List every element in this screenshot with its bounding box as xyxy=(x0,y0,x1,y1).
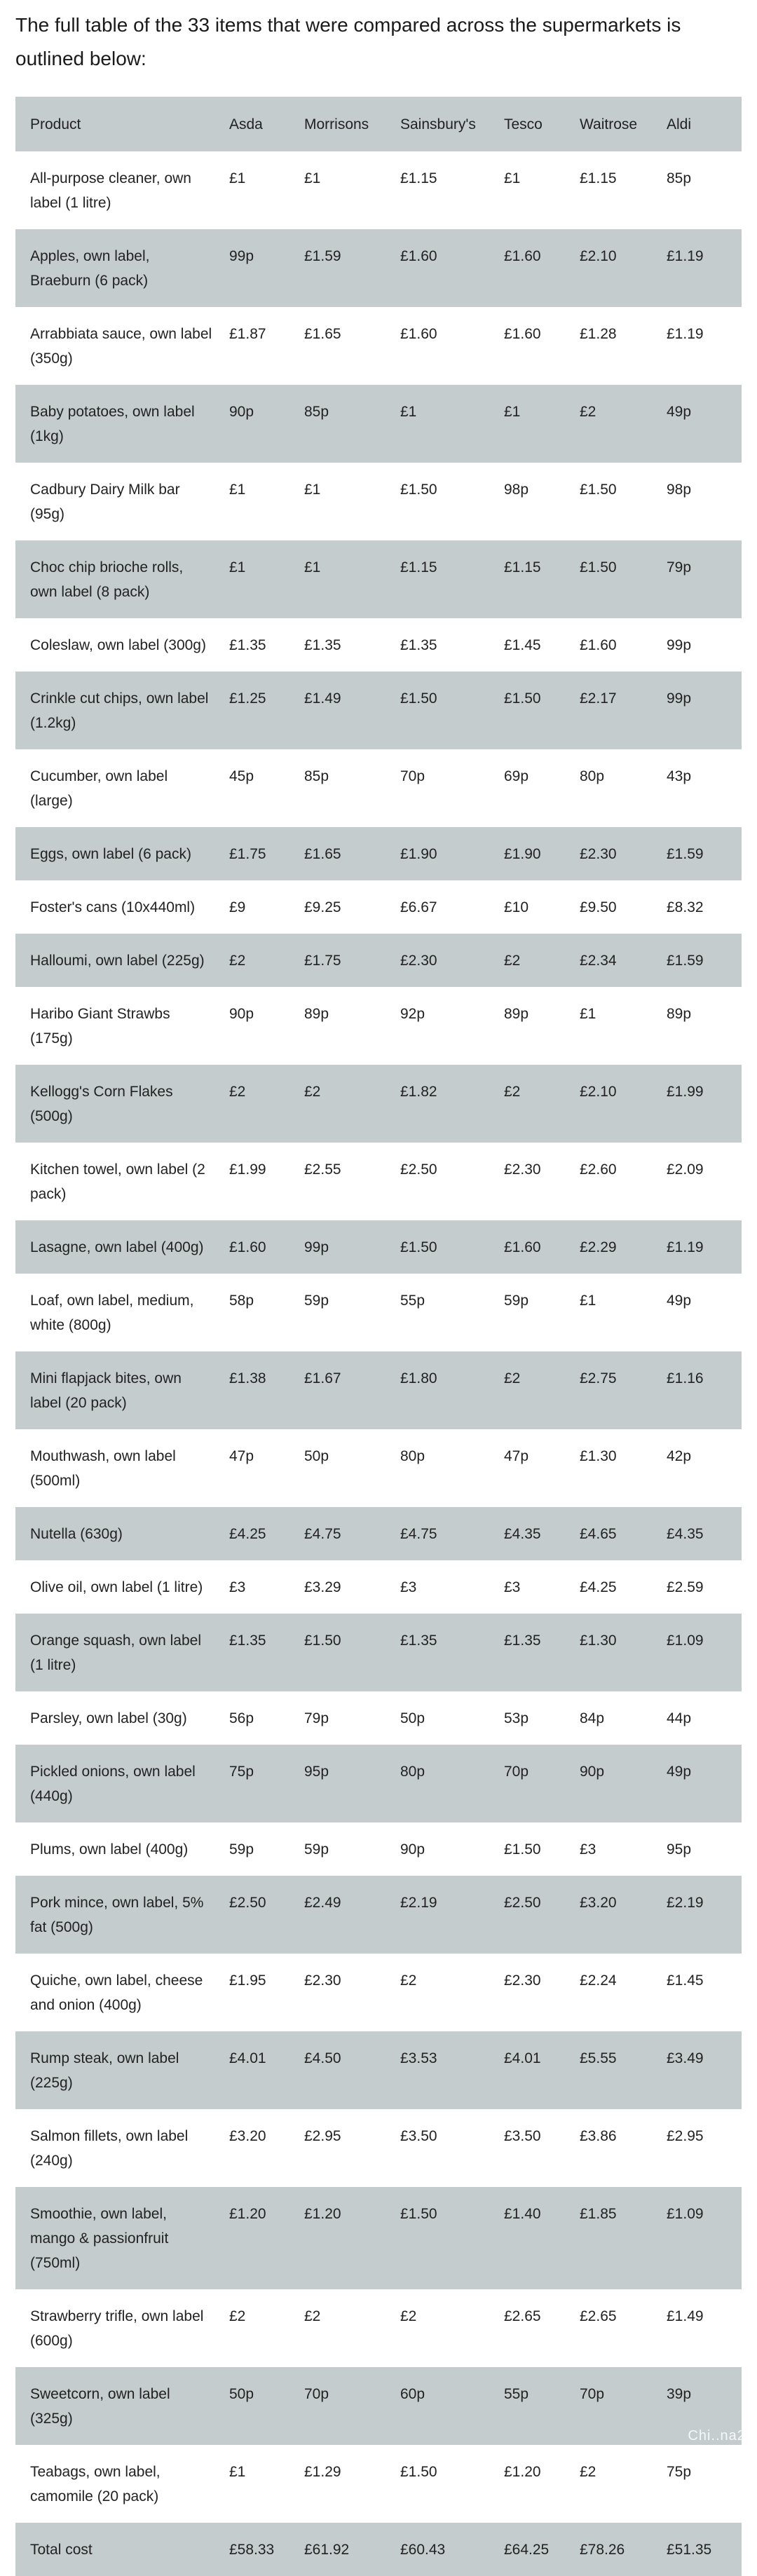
cell-morrisons: £1 xyxy=(304,482,321,498)
cell-asda: £1.35 xyxy=(229,637,266,653)
cell-aldi: £1.49 xyxy=(667,2308,704,2324)
cell-tesco: £1.40 xyxy=(504,2206,541,2222)
cell-asda: £58.33 xyxy=(229,2542,275,2558)
cell-asda: 47p xyxy=(229,1448,254,1464)
table-row xyxy=(15,987,742,1065)
price-comparison-table-container xyxy=(15,97,742,2576)
table-row xyxy=(15,229,742,307)
cell-sainsburys: £1.80 xyxy=(400,1370,437,1386)
header-asda: Asda xyxy=(229,116,263,132)
table-row xyxy=(15,385,742,463)
cell-aldi: 49p xyxy=(667,404,692,420)
table-row xyxy=(15,1351,742,1429)
cell-sainsburys: £1.50 xyxy=(400,2206,437,2222)
table-row xyxy=(15,1065,742,1143)
cell-aldi: 79p xyxy=(667,559,692,575)
cell-asda: £1.35 xyxy=(229,1633,266,1649)
cell-sainsburys: 80p xyxy=(400,1448,425,1464)
table-row xyxy=(15,2367,742,2445)
header-waitrose: Waitrose xyxy=(580,116,638,132)
cell-morrisons: 89p xyxy=(304,1006,329,1022)
table-row xyxy=(15,1507,742,1560)
cell-morrisons: £1.59 xyxy=(304,248,341,264)
table-row xyxy=(15,1274,742,1351)
cell-morrisons: £1 xyxy=(304,559,321,575)
cell-tesco: £1.45 xyxy=(504,637,541,653)
cell-sainsburys: £1.50 xyxy=(400,2464,437,2480)
cell-asda: £4.01 xyxy=(229,2050,266,2066)
cell-tesco: 59p xyxy=(504,1293,529,1309)
cell-asda: £1 xyxy=(229,559,246,575)
cell-sainsburys: 55p xyxy=(400,1293,425,1309)
cell-tesco: £1.20 xyxy=(504,2464,541,2480)
cell-product: Smoothie, own label, mango & passionfruit (750ml) xyxy=(30,2206,169,2271)
watermark: Chi..na2u xyxy=(688,2428,754,2444)
cell-waitrose: £2.17 xyxy=(580,690,617,707)
cell-waitrose: £1.28 xyxy=(580,326,617,342)
cell-tesco: £1.35 xyxy=(504,1633,541,1649)
cell-product: Strawberry trifle, own label (600g) xyxy=(30,2308,204,2349)
cell-morrisons: £2.95 xyxy=(304,2128,341,2144)
cell-sainsburys: £1.60 xyxy=(400,248,437,264)
intro-paragraph: The full table of the 33 items that were compared across the supermarkets is outlined below: xyxy=(15,14,681,69)
cell-aldi: £1.19 xyxy=(667,248,704,264)
header-aldi: Aldi xyxy=(667,116,692,132)
cell-waitrose: £2.75 xyxy=(580,1370,617,1386)
header-sainsburys: Sainsbury's xyxy=(400,116,476,132)
cell-aldi: £1.16 xyxy=(667,1370,704,1386)
cell-waitrose: £1.50 xyxy=(580,482,617,498)
cell-sainsburys: £1.35 xyxy=(400,637,437,653)
cell-sainsburys: 70p xyxy=(400,768,425,784)
cell-waitrose: £2.10 xyxy=(580,248,617,264)
cell-sainsburys: £2.30 xyxy=(400,953,437,969)
cell-tesco: 47p xyxy=(504,1448,529,1464)
cell-tesco: 89p xyxy=(504,1006,529,1022)
cell-aldi: £1.45 xyxy=(667,1972,704,1989)
table-header-row xyxy=(15,97,742,151)
cell-asda: 45p xyxy=(229,768,254,784)
cell-product: Haribo Giant Strawbs (175g) xyxy=(30,1006,170,1047)
cell-aldi: £1.19 xyxy=(667,1239,704,1255)
cell-aldi: £2.19 xyxy=(667,1895,704,1911)
cell-aldi: £51.35 xyxy=(667,2542,712,2558)
cell-product: Pork mince, own label, 5% fat (500g) xyxy=(30,1895,204,1935)
cell-tesco: £1.60 xyxy=(504,326,541,342)
cell-morrisons: £4.75 xyxy=(304,1526,341,1542)
cell-asda: 56p xyxy=(229,1710,254,1726)
table-row xyxy=(15,749,742,827)
cell-morrisons: £4.50 xyxy=(304,2050,341,2066)
cell-waitrose: £3.20 xyxy=(580,1895,617,1911)
total-row xyxy=(15,2523,742,2576)
cell-product: Crinkle cut chips, own label (1.2kg) xyxy=(30,690,209,731)
table-row xyxy=(15,1954,742,2031)
cell-asda: £1.99 xyxy=(229,1161,266,1178)
cell-product: Total cost xyxy=(30,2542,93,2558)
cell-tesco: £1.60 xyxy=(504,1239,541,1255)
cell-sainsburys: £2.19 xyxy=(400,1895,437,1911)
cell-sainsburys: £1.90 xyxy=(400,846,437,862)
cell-sainsburys: £1.15 xyxy=(400,170,437,186)
cell-aldi: £1.09 xyxy=(667,2206,704,2222)
table-row xyxy=(15,618,742,672)
cell-waitrose: £1.30 xyxy=(580,1448,617,1464)
table-row xyxy=(15,2109,742,2187)
cell-sainsburys: £1 xyxy=(400,404,417,420)
price-comparison-table xyxy=(15,97,742,2576)
cell-tesco: £1.60 xyxy=(504,248,541,264)
cell-asda: £1.25 xyxy=(229,690,266,707)
cell-waitrose: £4.65 xyxy=(580,1526,617,1542)
cell-product: Baby potatoes, own label (1kg) xyxy=(30,404,195,444)
cell-product: Kellogg's Corn Flakes (500g) xyxy=(30,1084,173,1124)
cell-aldi: £1.59 xyxy=(667,846,704,862)
cell-sainsburys: £3 xyxy=(400,1579,417,1595)
cell-tesco: £2.65 xyxy=(504,2308,541,2324)
cell-sainsburys: £3.53 xyxy=(400,2050,437,2066)
cell-aldi: £2.09 xyxy=(667,1161,704,1178)
cell-morrisons: 59p xyxy=(304,1841,329,1858)
cell-product: Quiche, own label, cheese and onion (400g) xyxy=(30,1972,203,2013)
cell-tesco: 98p xyxy=(504,482,529,498)
cell-product: Lasagne, own label (400g) xyxy=(30,1239,204,1255)
cell-asda: £2 xyxy=(229,2308,246,2324)
cell-sainsburys: £1.50 xyxy=(400,1239,437,1255)
cell-asda: £1 xyxy=(229,482,246,498)
cell-tesco: £2.30 xyxy=(504,1972,541,1989)
table-row xyxy=(15,1560,742,1614)
cell-tesco: £4.35 xyxy=(504,1526,541,1542)
cell-sainsburys: £1.35 xyxy=(400,1633,437,1649)
cell-tesco: £2.50 xyxy=(504,1895,541,1911)
cell-product: All-purpose cleaner, own label (1 litre) xyxy=(30,170,191,211)
cell-asda: £1.20 xyxy=(229,2206,266,2222)
cell-tesco: £2.30 xyxy=(504,1161,541,1178)
cell-asda: £2 xyxy=(229,1084,246,1100)
cell-aldi: 99p xyxy=(667,690,692,707)
cell-waitrose: £1 xyxy=(580,1293,596,1309)
cell-product: Mini flapjack bites, own label (20 pack) xyxy=(30,1370,182,1411)
cell-asda: 99p xyxy=(229,248,254,264)
cell-product: Choc chip brioche rolls, own label (8 pack) xyxy=(30,559,184,600)
cell-sainsburys: 80p xyxy=(400,1764,425,1780)
cell-waitrose: £1.50 xyxy=(580,559,617,575)
cell-sainsburys: £1.50 xyxy=(400,690,437,707)
cell-aldi: 49p xyxy=(667,1293,692,1309)
cell-product: Apples, own label, Braeburn (6 pack) xyxy=(30,248,150,289)
cell-waitrose: £1.15 xyxy=(580,170,617,186)
cell-morrisons: 95p xyxy=(304,1764,329,1780)
cell-sainsburys: £6.67 xyxy=(400,899,437,915)
table-row xyxy=(15,672,742,749)
cell-waitrose: £3 xyxy=(580,1841,596,1858)
cell-asda: £3.20 xyxy=(229,2128,266,2144)
cell-tesco: 69p xyxy=(504,768,529,784)
cell-tesco: £1.90 xyxy=(504,846,541,862)
table-row xyxy=(15,827,742,880)
cell-aldi: 49p xyxy=(667,1764,692,1780)
cell-morrisons: £1.65 xyxy=(304,846,341,862)
cell-product: Mouthwash, own label (500ml) xyxy=(30,1448,176,1489)
cell-morrisons: 59p xyxy=(304,1293,329,1309)
cell-waitrose: £2.24 xyxy=(580,1972,617,1989)
cell-product: Foster's cans (10x440ml) xyxy=(30,899,196,915)
cell-product: Salmon fillets, own label (240g) xyxy=(30,2128,189,2169)
cell-aldi: £4.35 xyxy=(667,1526,704,1542)
header-product: Product xyxy=(30,116,81,132)
cell-morrisons: 50p xyxy=(304,1448,329,1464)
cell-waitrose: £1 xyxy=(580,1006,596,1022)
table-row xyxy=(15,540,742,618)
cell-morrisons: 70p xyxy=(304,2386,329,2402)
cell-waitrose: 70p xyxy=(580,2386,605,2402)
cell-morrisons: £1.50 xyxy=(304,1633,341,1649)
cell-tesco: 55p xyxy=(504,2386,529,2402)
cell-tesco: £64.25 xyxy=(504,2542,550,2558)
cell-aldi: £3.49 xyxy=(667,2050,704,2066)
cell-morrisons: £1 xyxy=(304,170,321,186)
cell-waitrose: £1.30 xyxy=(580,1633,617,1649)
table-row xyxy=(15,2289,742,2367)
cell-asda: £1.75 xyxy=(229,846,266,862)
cell-aldi: 89p xyxy=(667,1006,692,1022)
cell-aldi: 85p xyxy=(667,170,692,186)
cell-sainsburys: 92p xyxy=(400,1006,425,1022)
cell-aldi: 98p xyxy=(667,482,692,498)
cell-morrisons: 85p xyxy=(304,404,329,420)
cell-sainsburys: £1.82 xyxy=(400,1084,437,1100)
cell-asda: £1 xyxy=(229,170,246,186)
table-row xyxy=(15,1220,742,1274)
table-row xyxy=(15,307,742,385)
cell-waitrose: £3.86 xyxy=(580,2128,617,2144)
cell-waitrose: £2.60 xyxy=(580,1161,617,1178)
header-tesco: Tesco xyxy=(504,116,543,132)
cell-asda: 90p xyxy=(229,404,254,420)
cell-waitrose: £2.65 xyxy=(580,2308,617,2324)
cell-product: Pickled onions, own label (440g) xyxy=(30,1764,196,1804)
cell-sainsburys: £1.50 xyxy=(400,482,437,498)
table-row xyxy=(15,1614,742,1691)
cell-sainsburys: 90p xyxy=(400,1841,425,1858)
cell-sainsburys: £2.50 xyxy=(400,1161,437,1178)
cell-waitrose: 90p xyxy=(580,1764,605,1780)
cell-asda: 58p xyxy=(229,1293,254,1309)
cell-waitrose: £4.25 xyxy=(580,1579,617,1595)
cell-aldi: 39p xyxy=(667,2386,692,2402)
cell-morrisons: £1.65 xyxy=(304,326,341,342)
header-morrisons: Morrisons xyxy=(304,116,369,132)
cell-waitrose: £1.60 xyxy=(580,637,617,653)
cell-waitrose: £2.30 xyxy=(580,846,617,862)
table-row xyxy=(15,1876,742,1954)
cell-product: Arrabbiata sauce, own label (350g) xyxy=(30,326,212,367)
cell-tesco: £2 xyxy=(504,1370,521,1386)
cell-asda: £9 xyxy=(229,899,246,915)
cell-morrisons: £1.35 xyxy=(304,637,341,653)
cell-aldi: £2.59 xyxy=(667,1579,704,1595)
cell-asda: 90p xyxy=(229,1006,254,1022)
cell-product: Cadbury Dairy Milk bar (95g) xyxy=(30,482,180,522)
cell-asda: £1 xyxy=(229,2464,246,2480)
cell-product: Plums, own label (400g) xyxy=(30,1841,189,1858)
cell-aldi: 43p xyxy=(667,768,692,784)
table-row xyxy=(15,1691,742,1745)
cell-morrisons: £1.29 xyxy=(304,2464,341,2480)
table-row xyxy=(15,1429,742,1507)
table-body xyxy=(15,151,742,2576)
table-row xyxy=(15,2445,742,2523)
cell-product: Nutella (630g) xyxy=(30,1526,123,1542)
cell-aldi: 75p xyxy=(667,2464,692,2480)
cell-sainsburys: £1.15 xyxy=(400,559,437,575)
cell-product: Sweetcorn, own label (325g) xyxy=(30,2386,170,2427)
cell-product: Teabags, own label, camomile (20 pack) xyxy=(30,2464,161,2505)
cell-tesco: £3.50 xyxy=(504,2128,541,2144)
cell-aldi: £1.99 xyxy=(667,1084,704,1100)
cell-asda: £1.87 xyxy=(229,326,266,342)
cell-sainsburys: £4.75 xyxy=(400,1526,437,1542)
cell-morrisons: £1.49 xyxy=(304,690,341,707)
cell-waitrose: 84p xyxy=(580,1710,605,1726)
cell-aldi: £1.59 xyxy=(667,953,704,969)
cell-product: Halloumi, own label (225g) xyxy=(30,953,205,969)
cell-sainsburys: £2 xyxy=(400,1972,417,1989)
table-row xyxy=(15,1143,742,1220)
cell-tesco: £3 xyxy=(504,1579,521,1595)
cell-morrisons: £2.49 xyxy=(304,1895,341,1911)
cell-waitrose: £2.29 xyxy=(580,1239,617,1255)
cell-asda: 50p xyxy=(229,2386,254,2402)
cell-asda: 59p xyxy=(229,1841,254,1858)
cell-morrisons: 85p xyxy=(304,768,329,784)
cell-tesco: £2 xyxy=(504,1084,521,1100)
cell-tesco: £2 xyxy=(504,953,521,969)
cell-waitrose: £2.10 xyxy=(580,1084,617,1100)
cell-aldi: £2.95 xyxy=(667,2128,704,2144)
cell-morrisons: £61.92 xyxy=(304,2542,350,2558)
cell-product: Coleslaw, own label (300g) xyxy=(30,637,206,653)
cell-morrisons: 99p xyxy=(304,1239,329,1255)
cell-asda: £1.38 xyxy=(229,1370,266,1386)
cell-product: Orange squash, own label (1 litre) xyxy=(30,1633,201,1673)
cell-sainsburys: £2 xyxy=(400,2308,417,2324)
cell-aldi: £1.09 xyxy=(667,1633,704,1649)
cell-tesco: £4.01 xyxy=(504,2050,541,2066)
table-row xyxy=(15,2187,742,2289)
cell-product: Rump steak, own label (225g) xyxy=(30,2050,179,2091)
cell-waitrose: £1.85 xyxy=(580,2206,617,2222)
cell-asda: £3 xyxy=(229,1579,246,1595)
cell-aldi: 99p xyxy=(667,637,692,653)
cell-product: Loaf, own label, medium, white (800g) xyxy=(30,1293,194,1333)
cell-asda: £1.60 xyxy=(229,1239,266,1255)
cell-product: Olive oil, own label (1 litre) xyxy=(30,1579,203,1595)
cell-tesco: 53p xyxy=(504,1710,529,1726)
cell-waitrose: £78.26 xyxy=(580,2542,625,2558)
cell-morrisons: £2.55 xyxy=(304,1161,341,1178)
cell-aldi: 95p xyxy=(667,1841,692,1858)
cell-morrisons: £2.30 xyxy=(304,1972,341,1989)
cell-asda: £4.25 xyxy=(229,1526,266,1542)
cell-product: Cucumber, own label (large) xyxy=(30,768,168,809)
cell-waitrose: £9.50 xyxy=(580,899,617,915)
cell-asda: £1.95 xyxy=(229,1972,266,1989)
table-row xyxy=(15,151,742,229)
cell-aldi: 42p xyxy=(667,1448,692,1464)
cell-asda: 75p xyxy=(229,1764,254,1780)
cell-waitrose: 80p xyxy=(580,768,605,784)
cell-sainsburys: £60.43 xyxy=(400,2542,446,2558)
cell-sainsburys: 60p xyxy=(400,2386,425,2402)
table-row xyxy=(15,1822,742,1876)
cell-product: Parsley, own label (30g) xyxy=(30,1710,187,1726)
table-row xyxy=(15,463,742,540)
table-row xyxy=(15,1745,742,1822)
cell-aldi: £8.32 xyxy=(667,899,704,915)
cell-morrisons: 79p xyxy=(304,1710,329,1726)
cell-waitrose: £2.34 xyxy=(580,953,617,969)
cell-waitrose: £2 xyxy=(580,2464,596,2480)
cell-product: Kitchen towel, own label (2 pack) xyxy=(30,1161,205,1202)
cell-waitrose: £5.55 xyxy=(580,2050,617,2066)
cell-morrisons: £9.25 xyxy=(304,899,341,915)
cell-waitrose: £2 xyxy=(580,404,596,420)
cell-sainsburys: £1.60 xyxy=(400,326,437,342)
table-row xyxy=(15,2031,742,2109)
cell-tesco: £1 xyxy=(504,170,521,186)
cell-morrisons: £2 xyxy=(304,2308,321,2324)
table-row xyxy=(15,934,742,987)
table-row xyxy=(15,880,742,934)
cell-tesco: £1.15 xyxy=(504,559,541,575)
cell-tesco: 70p xyxy=(504,1764,529,1780)
cell-sainsburys: 50p xyxy=(400,1710,425,1726)
cell-morrisons: £1.67 xyxy=(304,1370,341,1386)
cell-tesco: £1.50 xyxy=(504,690,541,707)
cell-tesco: £1.50 xyxy=(504,1841,541,1858)
cell-tesco: £10 xyxy=(504,899,529,915)
cell-morrisons: £3.29 xyxy=(304,1579,341,1595)
cell-tesco: £1 xyxy=(504,404,521,420)
cell-asda: £2 xyxy=(229,953,246,969)
cell-morrisons: £1.20 xyxy=(304,2206,341,2222)
cell-aldi: £1.19 xyxy=(667,326,704,342)
cell-asda: £2.50 xyxy=(229,1895,266,1911)
cell-morrisons: £2 xyxy=(304,1084,321,1100)
cell-product: Eggs, own label (6 pack) xyxy=(30,846,191,862)
cell-sainsburys: £3.50 xyxy=(400,2128,437,2144)
cell-morrisons: £1.75 xyxy=(304,953,341,969)
cell-aldi: 44p xyxy=(667,1710,692,1726)
